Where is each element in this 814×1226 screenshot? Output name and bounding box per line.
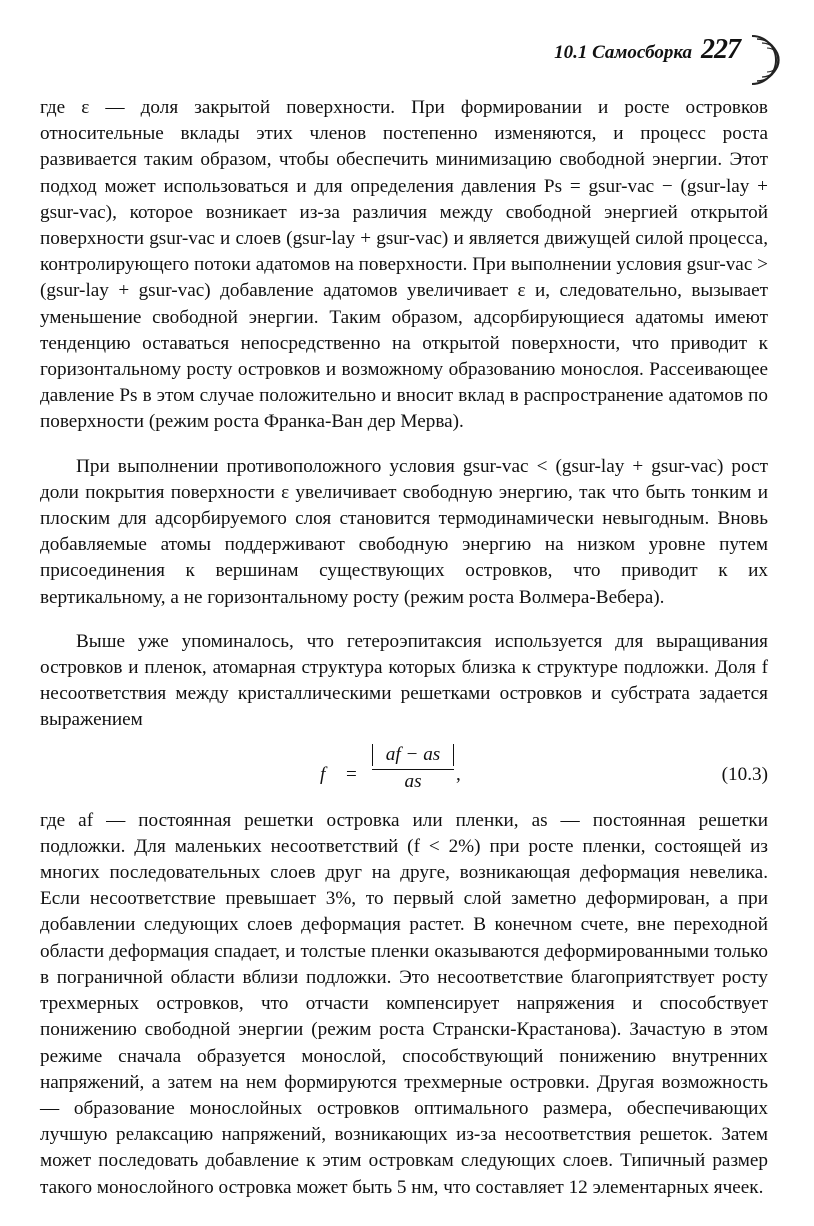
formula-fraction — [372, 744, 454, 794]
paragraph-4: где af — постоянная решетки островка или пленки, as — постоянная решетки подложки. Для маленьких несоответствий (f < 2%) при росте пленки, состоящей из многих последовательных слоев друг на друге, возникающая деформация невелика. Если несоответствие превышает 3%, то первый слой заметно деформирован, а при добавлении следующих слоев деформация растет. В конечном счете, вне переходной области деформация спадает, и толстые пленки оказываются деформированными только в пограничной области вблизи подложки. Это несоответствие благоприятствует росту трехмерных островков, что отчасти компенсирует напряжения и способствует понижению свободной энергии (режим роста Странски-Крастанова). Зачастую в этом режиме сначала образуется монослой, способствующий понижению внутренних напряжений, а затем на нем формируются трехмерные островки. Другая возможность — образование монослойных островков оптимального размера, обеспечивающих лучшую релаксацию напряжений, возникающих из-за несоответствия решеток. Затем может последовать добавление к этим островкам следующих слоев. Типичный размер такого монослойного островка может быть 5 нм, что составляет 12 элементарных ячеек. — [40, 809, 768, 1198]
page-header — [364, 34, 784, 88]
page-number: 227 — [701, 34, 740, 65]
page-corner-arc-icon — [730, 30, 784, 90]
formula-comma: , — [456, 763, 461, 785]
equation-10-3 — [40, 738, 768, 808]
formula-lhs: f — [320, 763, 326, 785]
equation-number: (10.3) — [721, 763, 768, 785]
paragraph-1: где ε — доля закрытой поверхности. При формировании и росте островков относительные вклады этих членов постепенно изменяются, и процесс роста развивается таким образом, чтобы обеспечить минимизацию свободной энергии. Этот подход может использоваться и для определения давления Ps = gsur-vac − (gsur-lay + gsur-vac), которое возникает из-за различия между свободной энергией открытой поверхности gsur-vac и слоев (gsur-lay + gsur-vac) и является движущей силой процесса, контролирующего потоки адатомов на поверхности. При выполнении условия gsur-vac > (gsur-lay + gsur-vac) добавление адатомов увеличивает ε и, следовательно, вызывает уменьшение свободной энергии. Таким образом, адсорбирующиеся адатомы имеют тенденцию оставаться непосредственно на открытой поверхности, что приводит к горизонтальному росту островков и возможному образованию монослоя. Рассеивающее давление Ps в этом случае положительно и вносит вклад в распространение адатомов по поверхности (режим роста Франка-Ван дер Мерва). — [40, 97, 768, 433]
formula-denominator: as — [404, 770, 422, 792]
paragraph-2: При выполнении противоположного условия gsur-vac < (gsur-lay + gsur-vac) рост доли покрытия поверхности ε увеличивает свободную энергию, так что быть тонким и плоским для адсорбируемого слоя становится термодинамически невыгодным. Вновь добавляемые атомы поддерживают свободную энергию на низком уровне путем присоединения к вершинам существующих островков, что приводит к их вертикальному, а не горизонтальному росту (режим роста Волмера-Вебера). — [40, 455, 768, 608]
body-text — [40, 95, 768, 1205]
formula-numerator: af − as — [372, 744, 454, 766]
formula-equals: = — [346, 763, 357, 785]
paragraph-3: Выше уже упоминалось, что гетероэпитаксия используется для выращивания островков и пленок, атомарная структура которых близка к структуре подложки. Доля f несоответствия между кристаллическими решетками островков и субстрата задается выражением — [40, 630, 768, 731]
running-title: 10.1 Самосборка — [554, 42, 692, 63]
